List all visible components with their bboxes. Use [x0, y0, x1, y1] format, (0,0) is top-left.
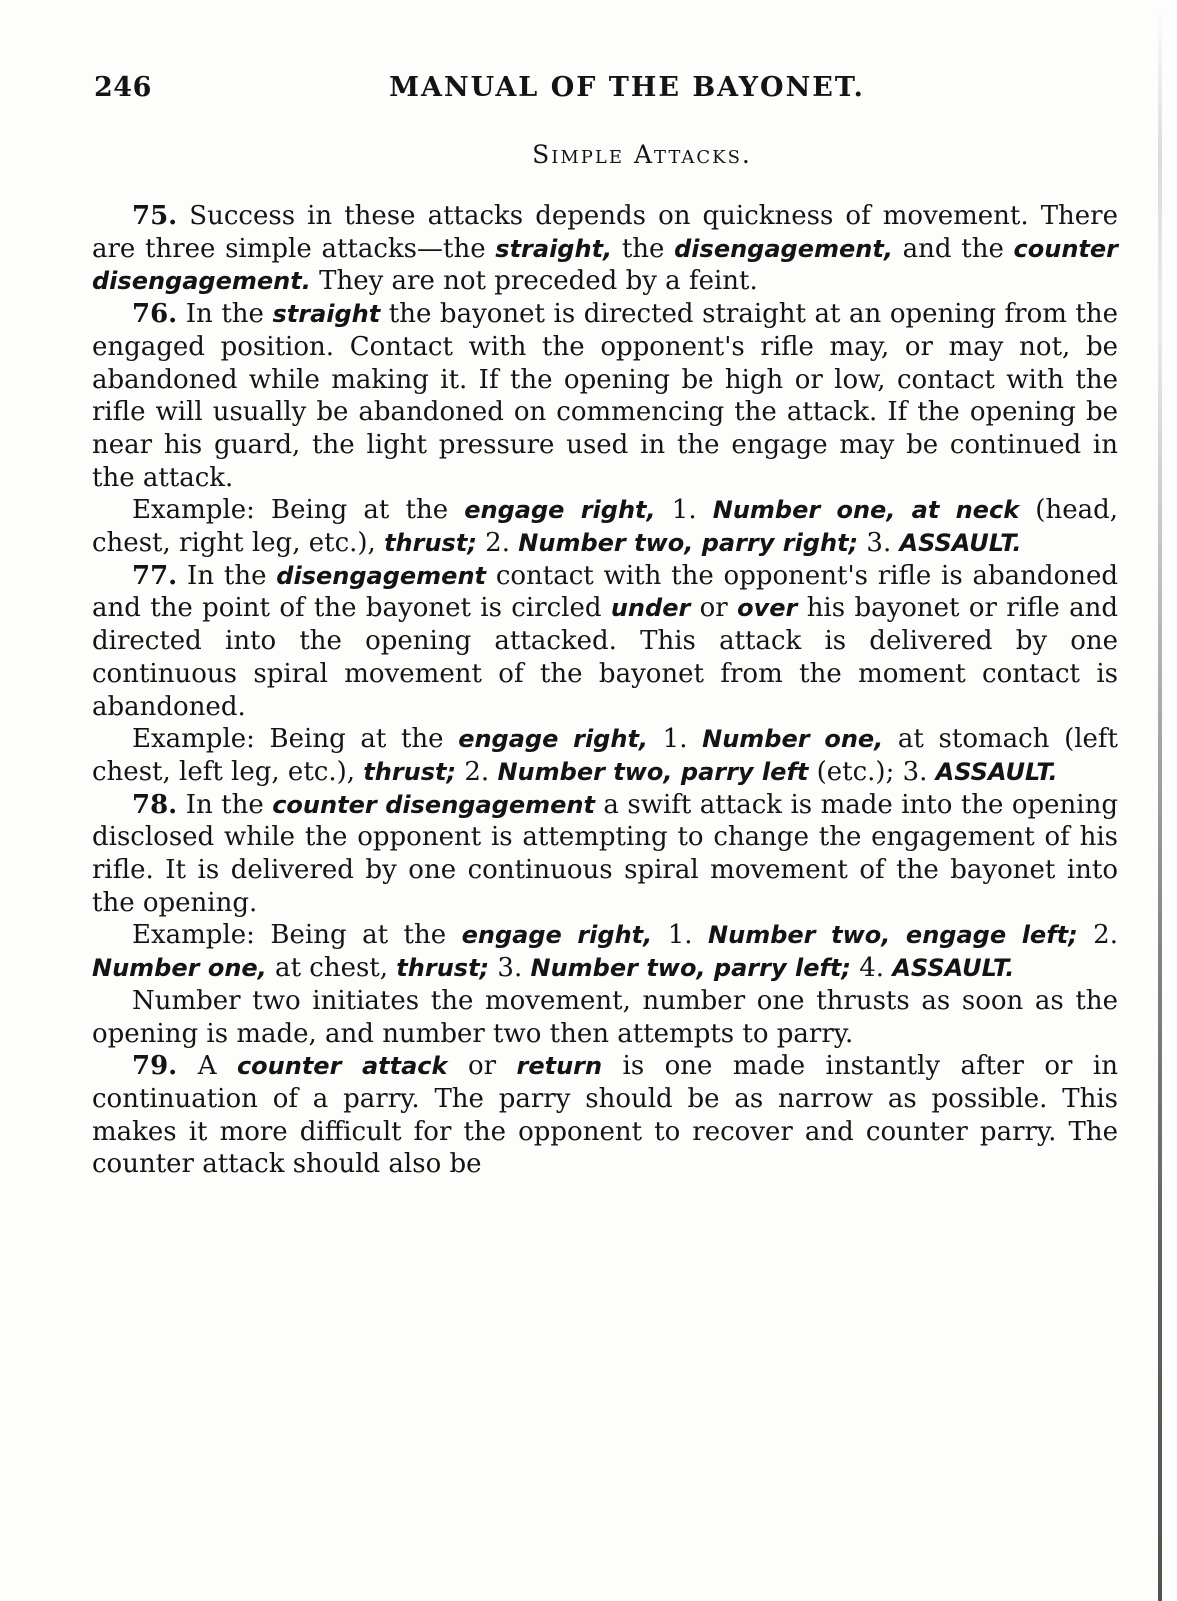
- section-title: Simple Attacks.: [532, 140, 752, 169]
- text-run: 2.: [1077, 920, 1118, 951]
- emphasized-text: disengagement,: [674, 234, 893, 263]
- paragraph: [92, 919, 1118, 984]
- paragraph: [92, 298, 1118, 494]
- emphasized-text: ASSAULT.: [935, 757, 1058, 786]
- text-run: is one made instantly after or in continuation of a parry. The parry should be as narrow as possible. This makes it more difficult for the opponent to recover and counter parry. The counter attack should also be: [92, 1051, 1118, 1180]
- page-number: 246: [94, 72, 152, 103]
- paragraph: [92, 1050, 1118, 1181]
- text-run: (etc.); 3.: [808, 756, 936, 787]
- emphasized-text: thrust;: [384, 529, 477, 558]
- paragraph-number: 79.: [132, 1051, 178, 1082]
- text-run: (head, chest, right leg, etc.),: [92, 495, 1118, 559]
- paragraph-number: 75.: [132, 201, 178, 231]
- emphasized-text: counter disengagement: [272, 790, 595, 819]
- text-run: or: [447, 1051, 517, 1082]
- emphasized-text: Number one, at neck: [712, 496, 1020, 525]
- emphasized-text: Number two, engage left;: [708, 921, 1078, 950]
- paragraph-number: 78.: [132, 789, 178, 820]
- text-run: Example: Being at the: [132, 495, 465, 526]
- emphasized-text: ASSAULT.: [892, 954, 1015, 983]
- emphasized-text: counter disengagement.: [92, 234, 1119, 296]
- emphasized-text: engage right,: [458, 725, 649, 754]
- emphasized-text: Number one,: [92, 954, 267, 983]
- page-header: [94, 72, 1120, 112]
- text-run: They are not preceded by a feint.: [310, 266, 758, 297]
- text-run: a swift attack is made into the opening disclosed while the opponent is attempting to change the engagement of his rifle. It is delivered by one continuous spiral movement of the bayonet into the opening.: [92, 789, 1118, 918]
- text-run: 4.: [850, 953, 893, 984]
- text-run: 3.: [858, 528, 900, 559]
- body-text: [92, 200, 1118, 1181]
- emphasized-text: engage right,: [461, 921, 653, 950]
- paragraph: [92, 723, 1118, 788]
- text-run: the bayonet is directed straight at an opening from the engaged position. Contact with the opponent's rifle may, or may not, be abandoned while making it. If the opening be high or low, contact with the rifle will usually be abandoned on commencing the attack. If the opening be near his guard, the light pressure used in the engage may be continued in the attack.: [92, 299, 1119, 493]
- text-run: his bayonet or rifle and directed into the opening attacked. This attack is delivered by one continuous spiral movement of the bayonet from the moment contact is abandoned.: [92, 593, 1118, 722]
- running-title: MANUAL OF THE BAYONET.: [389, 72, 865, 103]
- emphasized-text: under: [610, 594, 691, 623]
- paragraph: [92, 200, 1118, 298]
- text-run: Example: Being at the: [132, 920, 462, 951]
- text-run: at stomach (left chest, left leg, etc.),: [92, 724, 1118, 787]
- text-run: In the: [177, 299, 273, 330]
- text-run: A: [177, 1051, 237, 1082]
- emphasized-text: Number two, parry left;: [530, 954, 851, 983]
- emphasized-text: ASSAULT.: [899, 529, 1022, 558]
- text-run: In the: [177, 789, 273, 820]
- text-run: 1.: [655, 495, 713, 526]
- text-run: Success in these attacks depends on quickness of movement. There are three simple attacks—the: [92, 201, 1118, 264]
- emphasized-text: disengagement: [276, 561, 487, 590]
- text-run: 3.: [489, 953, 531, 984]
- emphasized-text: counter attack: [236, 1052, 448, 1081]
- emphasized-text: Number two, parry right;: [518, 529, 859, 558]
- paragraph-number: 76.: [132, 299, 178, 330]
- text-run: 2.: [456, 756, 498, 787]
- text-run: 2.: [476, 528, 519, 559]
- emphasized-text: straight: [272, 300, 381, 329]
- emphasized-text: Number two, parry left: [497, 757, 809, 786]
- paragraph: [92, 789, 1118, 920]
- emphasized-text: Number one,: [702, 725, 884, 754]
- paragraph-number: 77.: [132, 560, 178, 591]
- text-run: the: [612, 233, 675, 264]
- text-run: In the: [177, 560, 277, 591]
- text-run: Example: Being at the: [132, 724, 459, 755]
- text-run: or: [690, 593, 738, 624]
- emphasized-text: straight,: [495, 234, 613, 263]
- page-edge-shadow: [1158, 0, 1162, 1601]
- emphasized-text: over: [737, 594, 798, 623]
- text-run: at chest,: [266, 953, 397, 984]
- text-run: contact with the opponent's rifle is abandoned and the point of the bayonet is circled: [92, 560, 1118, 624]
- paragraph: [92, 560, 1118, 724]
- text-run: and the: [892, 233, 1014, 264]
- emphasized-text: thrust;: [363, 757, 457, 786]
- emphasized-text: thrust;: [396, 954, 490, 983]
- paragraph: [92, 494, 1118, 559]
- emphasized-text: return: [516, 1052, 603, 1081]
- paragraph: [92, 985, 1118, 1050]
- text-run: 1.: [648, 724, 703, 755]
- text-run: Number two initiates the movement, number one thrusts as soon as the opening is made, and number two then attempts to parry.: [92, 985, 1118, 1049]
- text-run: 1.: [652, 920, 709, 951]
- emphasized-text: engage right,: [464, 496, 656, 525]
